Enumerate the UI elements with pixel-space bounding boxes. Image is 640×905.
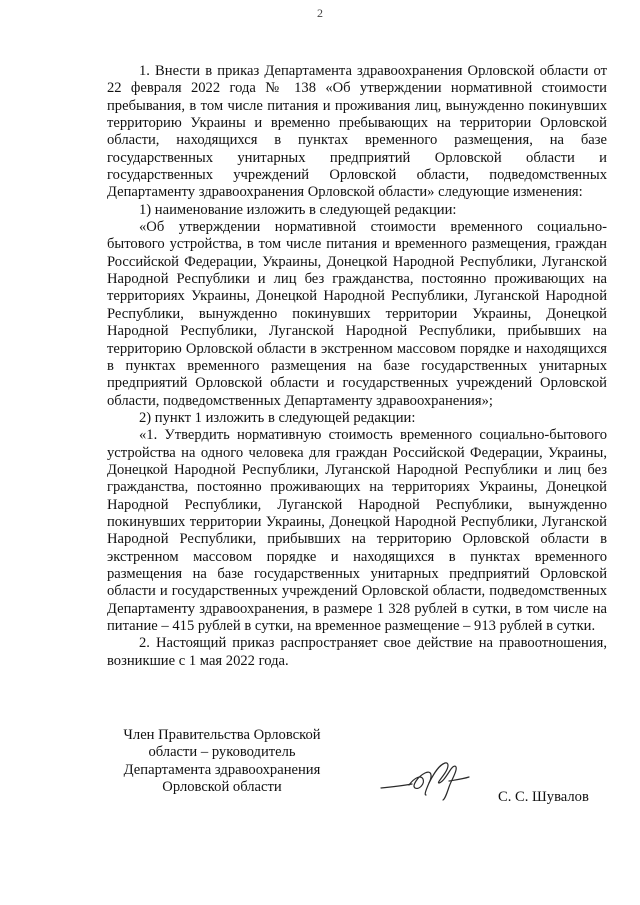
paragraph-subitem-2: 2) пункт 1 изложить в следующей редакции:	[139, 409, 416, 426]
signer-position-line: Орловской области	[162, 779, 282, 796]
paragraph-subitem-1: 1) наименование изложить в следующей редакции:	[139, 201, 457, 218]
signer-position-line: Член Правительства Орловской	[123, 727, 321, 743]
paragraph-item-1: 1. Внести в приказ Департамента здравоохранения Орловской области от 22 февраля 2022 года № 138 «Об утверждении нормативной стоимости пребывания, в том числе питания и проживания лиц, вынужденно покинувших территорию Украины и временно пребывающих на территории Орловской области, находящихся в пунктах временного размещения, на базе государственных унитарных предприятий Орловской области и государственных учреждений Орловской области, подведомственных Департаменту здравоохранения Орловской области» следующие изменения:	[107, 63, 607, 201]
signer-position	[107, 727, 337, 796]
page-number: 2	[317, 6, 323, 20]
signer-position-line: Департамента здравоохранения	[123, 761, 321, 778]
signer-name: С. С. Шувалов	[498, 789, 589, 805]
paragraph-new-clause-1: «1. Утвердить нормативную стоимость временного социально-бытового устройства на одного человека для граждан Российской Федерации, Украины, Донецкой Народной Республики, Луганской Народной Республики и лиц без гражданства, постоянно проживающих на территориях Украины, Донецкой Народной Республики, Луганской Народной Республики, вынужденно покинувших территории Украины, Донецкой Народной Республики, Луганской Народной Республики, прибывших на территорию Орловской области в экстренном массовом порядке и находящихся в пунктах временного размещения на базе государственных унитарных предприятий Орловской области и государственных учреждений Орловской области, подведомственных Департаменту здравоохранения, в размере 1 328 рублей в сутки, в том числе на питание – 415 рублей в сутки, на временное размещение – 913 рублей в сутки.	[107, 427, 607, 634]
document-body	[107, 63, 607, 670]
paragraph-item-2: 2. Настоящий приказ распространяет свое действие на правоотношения, возникшие с 1 мая 2022 года.	[107, 635, 607, 669]
handwritten-signature-icon	[379, 757, 471, 801]
signer-position-line: области – руководитель	[148, 744, 296, 761]
paragraph-new-title: «Об утверждении нормативной стоимости временного социально-бытового устройства, в том числе питания и временного размещения, граждан Российской Федерации, Украины, Донецкой Народной Республики, Луганской Народной Республики и лиц без гражданства, постоянно проживающих на территориях Украины, Донецкой Народной Республики, Луганской Народной Республики, вынужденно покинувших территории Украины, Донецкой Народной Республики, Луганской Народной Республики, прибывших на территорию Орловской области в экстренном массовом порядке и находящихся в пунктах временного размещения на базе государственных унитарных предприятий Орловской области и государственных учреждений Орловской области, подведомственных Департаменту здравоохранения»;	[107, 219, 607, 409]
signature-block	[107, 727, 607, 817]
